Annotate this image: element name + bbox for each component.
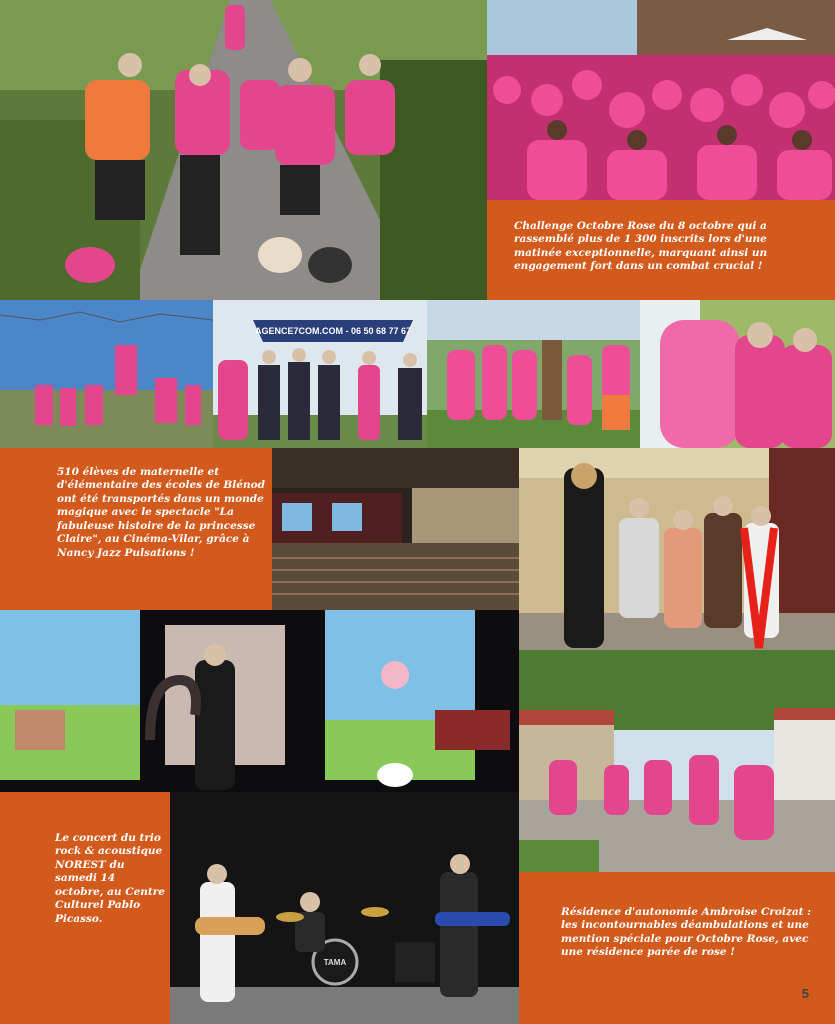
caption-block-residence bbox=[519, 872, 835, 1024]
caption-residence: Résidence d'autonomie Ambroise Croizat : les incontournables déambulations et une mention spéciale pour Octobre Rose, avec une résidence parée de rose ! bbox=[561, 906, 812, 959]
caption-block-octobre-rose bbox=[487, 200, 835, 300]
page-number: 5 bbox=[801, 986, 809, 1001]
photo-hug-costumes bbox=[640, 300, 835, 448]
photo-residence-walk bbox=[519, 650, 835, 872]
photo-pink-crowd bbox=[487, 0, 835, 200]
photo-tent-group bbox=[213, 300, 427, 448]
photo-costumed-group bbox=[427, 300, 640, 448]
photo-street-party bbox=[0, 300, 213, 448]
photo-walkers-with-dogs bbox=[0, 0, 487, 300]
caption-concert: Le concert du trio rock & acoustique NOREST du samedi 14 octobre, au Centre Culturel Pablo Picasso. bbox=[55, 832, 165, 925]
tent-banner-text: AGENCE7COM.COM - 06 50 68 77 67 bbox=[254, 326, 412, 336]
photo-stage-show bbox=[0, 610, 519, 792]
caption-spectacle: 510 élèves de maternelle et d'élémentaire des écoles de Blénod ont été transportés dans un monde magique avec le spectacle "La fabuleuse histoire de la princesse Claire", au Cinéma-Vilar, grâce à Nancy Jazz Pulsations ! bbox=[57, 466, 265, 559]
photo-rock-concert bbox=[170, 792, 519, 1024]
drum-brand-text: TAMA bbox=[323, 958, 347, 967]
caption-block-spectacle bbox=[0, 448, 272, 610]
photo-residence-party bbox=[519, 448, 835, 650]
photo-theater-hall bbox=[272, 448, 519, 610]
caption-octobre-rose: Challenge Octobre Rose du 8 octobre qui a rassemblé plus de 1 300 inscrits lors d'une matinée exceptionnelle, marquant ainsi un engagement fort dans un combat crucial ! bbox=[514, 220, 768, 273]
caption-block-concert bbox=[0, 792, 170, 1024]
